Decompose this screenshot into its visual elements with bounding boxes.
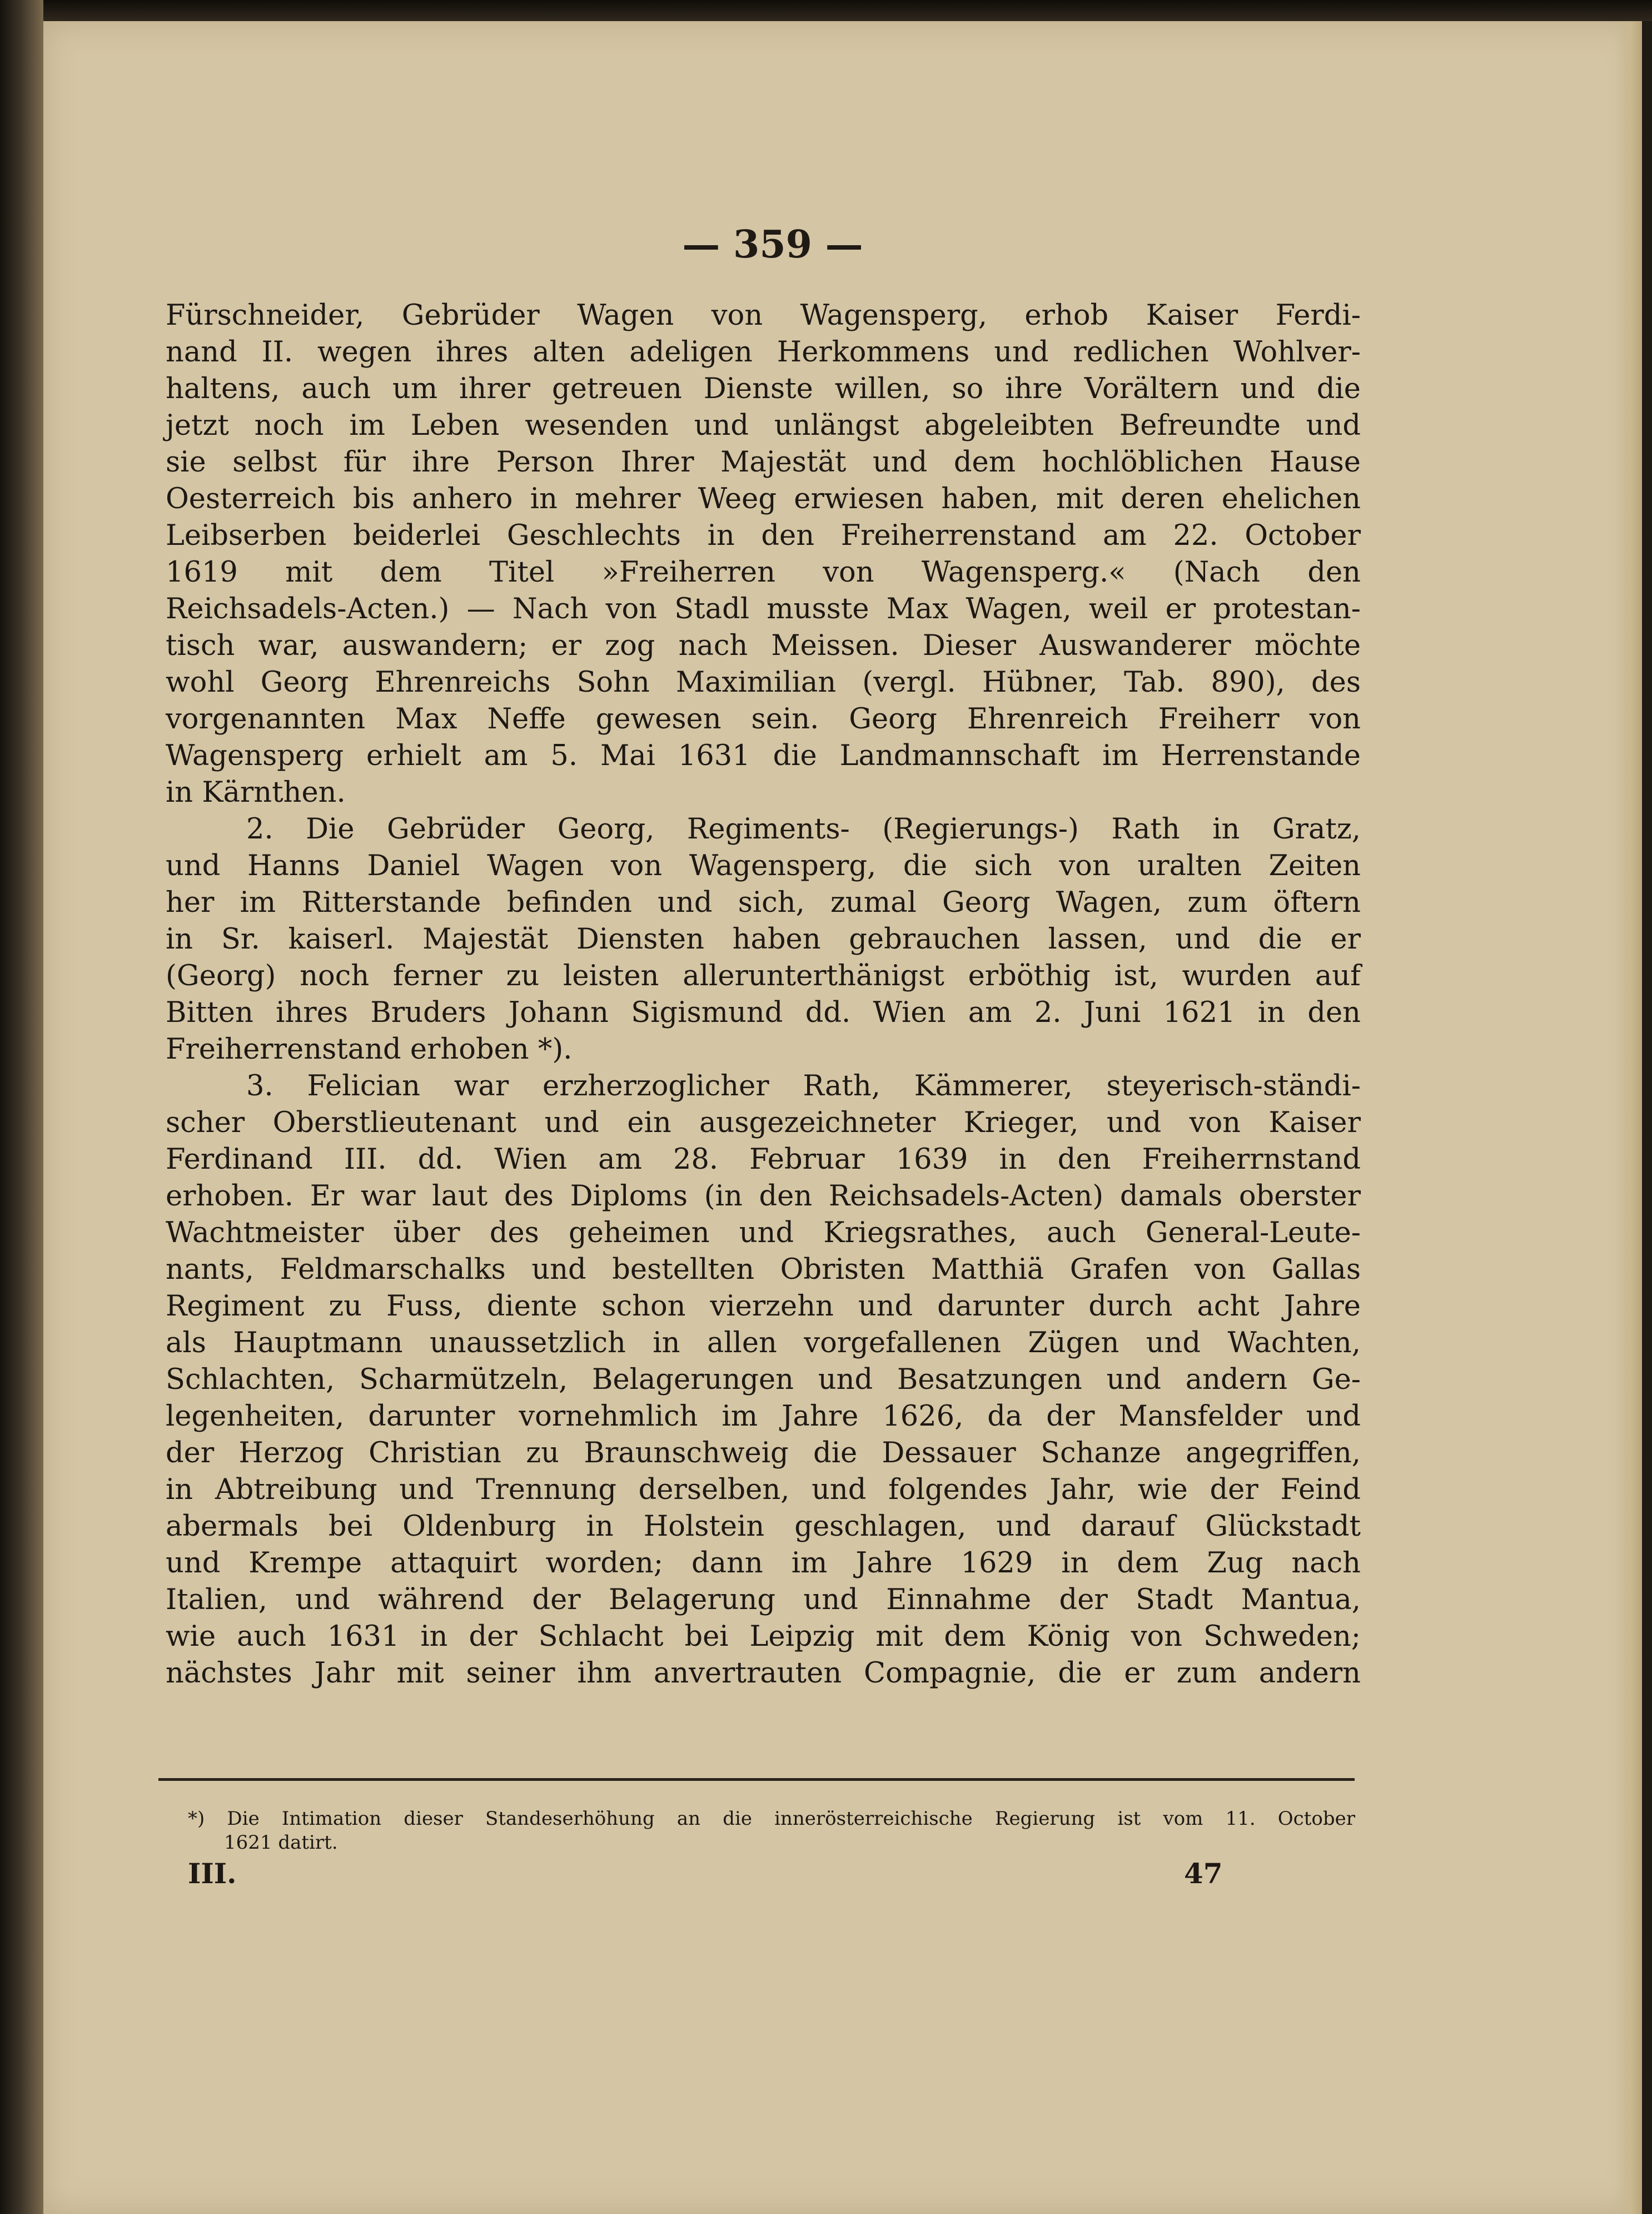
text-line: Bitten ihres Bruders Johann Sigismund dd. Wien am 2. Juni 1621 in den <box>166 996 1361 1029</box>
text-line: sie selbst für ihre Person Ihrer Majestät und dem hochlöblichen Hause <box>166 446 1361 479</box>
text-line: abermals bei Oldenburg in Holstein geschlagen, und darauf Glückstadt <box>166 1510 1361 1543</box>
footnote-line: 1621 datirt. <box>224 1831 338 1854</box>
footnote <box>188 1807 1355 1855</box>
text-line: Fürschneider, Gebrüder Wagen von Wagensperg, erhob Kaiser Ferdi- <box>166 299 1361 332</box>
text-line: haltens, auch um ihrer getreuen Dienste willen, so ihre Vorältern und die <box>166 373 1361 405</box>
text-line: Freiherrenstand erhoben *). <box>166 1033 573 1066</box>
text-line: scher Oberstlieutenant und ein ausgezeichneter Krieger, und von Kaiser <box>166 1106 1361 1139</box>
text-line: legenheiten, darunter vornehmlich im Jahre 1626, da der Mansfelder und <box>166 1400 1361 1433</box>
text-line: tisch war, auswandern; er zog nach Meissen. Dieser Auswanderer möchte <box>166 629 1361 662</box>
text-line: jetzt noch im Leben wesenden und unlängst abgeleibten Befreundte und <box>166 409 1361 442</box>
text-line: Schlachten, Scharmützeln, Belagerungen und Besatzungen und andern Ge- <box>166 1363 1361 1396</box>
text-line: in Kärnthen. <box>166 776 346 809</box>
text-line: Ferdinand III. dd. Wien am 28. Februar 1639 in den Freiherrnstand <box>166 1143 1361 1176</box>
text-line: Reichsadels-Acten.) — Nach von Stadl musste Max Wagen, weil er protestan- <box>166 593 1361 626</box>
text-line: 1619 mit dem Titel »Freiherren von Wagensperg.« (Nach den <box>166 556 1361 589</box>
text-line: der Herzog Christian zu Braunschweig die Dessauer Schanze angegriffen, <box>166 1437 1361 1470</box>
text-line: in Abtreibung und Trennung derselben, und folgendes Jahr, wie der Feind <box>166 1473 1361 1506</box>
signature-number: 47 <box>1184 1857 1223 1890</box>
signature-mark: III. <box>188 1857 237 1890</box>
footnote-line: *) Die Intimation dieser Standeserhöhung an die innerösterreichische Regierung ist vom 11. October <box>188 1808 1355 1830</box>
text-line: Leibserben beiderlei Geschlechts in den Freiherrenstand am 22. October <box>166 519 1361 552</box>
text-line: in Sr. kaiserl. Majestät Diensten haben gebrauchen lassen, und die er <box>166 923 1361 956</box>
text-line: 3. Felician war erzherzoglicher Rath, Kämmerer, steyerisch-ständi- <box>246 1070 1361 1103</box>
text-line: Oesterreich bis anhero in mehrer Weeg erwiesen haben, mit deren ehelichen <box>166 483 1361 515</box>
text-line: Wachtmeister über des geheimen und Kriegsrathes, auch General-Leute- <box>166 1217 1361 1249</box>
text-line: Regiment zu Fuss, diente schon vierzehn und darunter durch acht Jahre <box>166 1290 1361 1323</box>
text-line: und Hanns Daniel Wagen von Wagensperg, die sich von uralten Zeiten <box>166 850 1361 882</box>
text-line: her im Ritterstande befinden und sich, zumal Georg Wagen, zum öftern <box>166 886 1361 919</box>
text-line: Italien, und während der Belagerung und Einnahme der Stadt Mantua, <box>166 1583 1361 1616</box>
footnote-divider <box>158 1778 1355 1781</box>
text-line: vorgenannten Max Neffe gewesen sein. Georg Ehrenreich Freiherr von <box>166 703 1361 736</box>
text-line: Wagensperg erhielt am 5. Mai 1631 die Landmannschaft im Herrenstande <box>166 739 1361 772</box>
page-edge-right <box>1615 21 1642 2214</box>
text-line: wohl Georg Ehrenreichs Sohn Maximilian (vergl. Hübner, Tab. 890), des <box>166 666 1361 699</box>
text-line: (Georg) noch ferner zu leisten allerunterthänigst erböthig ist, wurden auf <box>166 960 1361 992</box>
book-binding-top <box>0 0 1652 21</box>
text-line: als Hauptmann unaussetzlich in allen vorgefallenen Zügen und Wachten, <box>166 1327 1361 1359</box>
text-line: 2. Die Gebrüder Georg, Regiments- (Regierungs-) Rath in Gratz, <box>246 813 1361 846</box>
text-line: nächstes Jahr mit seiner ihm anvertrauten Compagnie, die er zum andern <box>166 1657 1361 1690</box>
page-number: — 359 — <box>682 222 863 267</box>
text-line: wie auch 1631 in der Schlacht bei Leipzig mit dem König von Schweden; <box>166 1620 1361 1653</box>
text-line: erhoben. Er war laut des Diploms (in den Reichsadels-Acten) damals oberster <box>166 1180 1361 1213</box>
book-binding-left <box>0 0 43 2214</box>
text-line: nand II. wegen ihres alten adeligen Herkommens und redlichen Wohlver- <box>166 336 1361 369</box>
body-text <box>166 297 1361 1692</box>
text-line: nants, Feldmarschalks und bestellten Obristen Matthiä Grafen von Gallas <box>166 1253 1361 1286</box>
text-line: und Krempe attaquirt worden; dann im Jahre 1629 in dem Zug nach <box>166 1547 1361 1580</box>
